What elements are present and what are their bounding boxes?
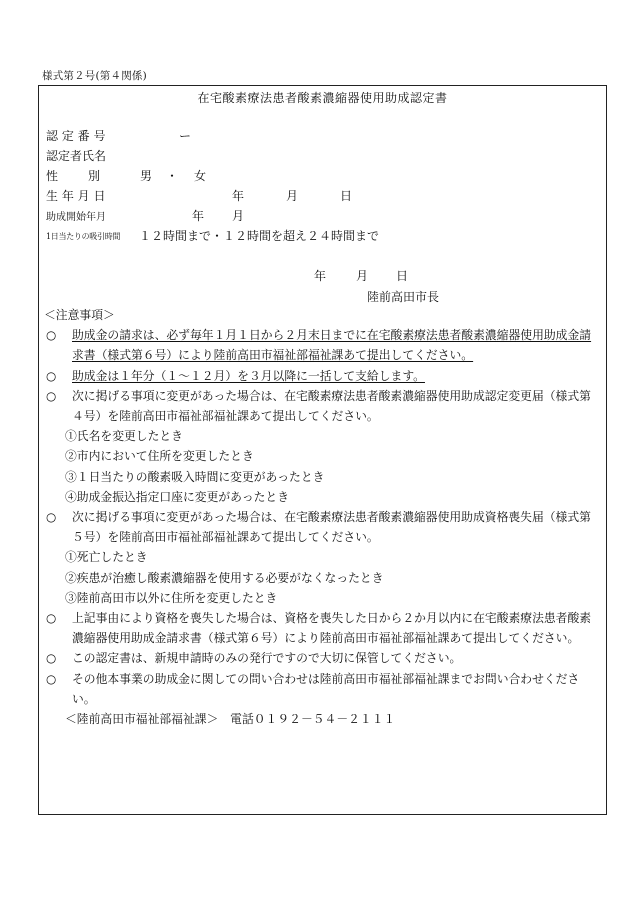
birth-day-unit: 日 [340, 189, 353, 203]
note-3-item-2: ②市内において住所を変更したとき [65, 449, 254, 464]
note-2-text: 助成金は１年分（１～１２月）を３月以降に一括して支給します。 [72, 368, 425, 383]
cert-number-value: ー [179, 129, 192, 143]
start-month-label: 助成開始年月 [46, 212, 106, 223]
gender-row [46, 167, 58, 184]
note-2 [46, 366, 598, 386]
cert-number-label: 認 定 番 号 [46, 129, 106, 143]
note-5 [46, 608, 598, 648]
bullet-mark: ○ [46, 671, 57, 686]
cert-number-row [46, 127, 105, 144]
note-3-item-3: ③１日当たりの酸素吸入時間に変更があったとき [65, 469, 325, 484]
birth-month-unit: 月 [286, 189, 299, 203]
note-3-item-4: ④助成金振込指定口座に変更があったとき [65, 489, 290, 504]
note-1 [46, 325, 598, 365]
recipient-name-label: 認定者氏名 [46, 149, 107, 163]
notes-section [46, 305, 598, 729]
note-4-item-2: ②疾患が治癒し酸素濃縮器を使用する必要がなくなったとき [65, 570, 384, 585]
issue-year-unit: 年 [314, 269, 327, 283]
note-7 [46, 669, 598, 709]
birth-year-unit: 年 [232, 189, 245, 203]
note-7-text: その他本事業の助成金に関しての問い合わせは陸前高田市福祉部福祉課までお問い合わせください。 [72, 671, 580, 706]
note-1-text: 助成金の請求は、必ず毎年１月１日から２月末日までに在宅酸素療法患者酸素濃縮器使用助成金請求書（様式第６号）により陸前高田市福祉部福祉課あて提出してください。 [72, 328, 592, 363]
gender-label-1: 性 [46, 169, 59, 183]
gender-separator: ・ [166, 169, 179, 183]
certificate-frame [38, 85, 607, 815]
form-code: 様式第２号(第４関係) [42, 70, 147, 82]
note-3-item-1: ①氏名を変更したとき [65, 429, 183, 444]
note-6-text: この認定書は、新規申請時のみの発行ですので大切に保管してください。 [72, 651, 462, 666]
note-3-text: 次に掲げる事項に変更があった場合は、在宅酸素療法患者酸素濃縮器使用助成認定変更届（様式第４号）を陸前高田市福祉部福祉課あて提出してください。 [72, 388, 591, 424]
issue-day-unit: 日 [396, 269, 409, 283]
note-4 [46, 507, 598, 547]
bullet-mark: ○ [46, 510, 57, 525]
start-month-row [46, 208, 106, 223]
note-4-text: 次に掲げる事項に変更があった場合は、在宅酸素療法患者酸素濃縮器使用助成資格喪失届（様式第５号）を陸前高田市福祉部福祉課あて提出してください。 [72, 510, 591, 545]
note-5-text: 上記事由により資格を喪失した場合は、資格を喪失した日から２か月以内に在宅酸素療法患者酸素濃縮器使用助成金請求書（様式第６号）により陸前高田市福祉部福祉課あて提出してください。 [72, 611, 592, 646]
note-3 [46, 386, 598, 426]
document-title: 在宅酸素療法患者酸素濃縮器使用助成認定書 [197, 91, 448, 105]
note-4-item-3: ③陸前高田市以外に住所を変更したとき [65, 590, 278, 605]
recipient-name-row [46, 147, 106, 164]
issue-month-unit: 月 [356, 269, 369, 283]
note-6 [46, 648, 598, 668]
daily-hours-value: １２時間まで・１２時間を超え２４時間まで [139, 229, 380, 243]
bullet-mark: ○ [46, 388, 57, 403]
note-4-item-1: ①死亡したとき [65, 550, 148, 565]
daily-hours-label: 1日当たりの吸引時間 [46, 232, 121, 241]
bullet-mark: ○ [46, 651, 57, 666]
gender-female: 女 [194, 169, 207, 183]
gender-male: 男 [140, 169, 153, 183]
start-month-unit: 月 [232, 209, 245, 223]
bullet-mark: ○ [46, 368, 57, 383]
bullet-mark: ○ [46, 328, 57, 343]
birth-date-row [46, 187, 105, 204]
notes-header: ＜注意事項＞ [44, 308, 115, 322]
issuer: 陸前高田市長 [367, 290, 440, 304]
birth-date-label: 生 年 月 日 [46, 189, 106, 203]
contact-line: ＜陸前高田市福祉部福祉課＞ 電話０１９２－５４－２１１１ [65, 712, 396, 727]
gender-label-2: 別 [88, 169, 101, 183]
start-year-unit: 年 [192, 209, 205, 223]
bullet-mark: ○ [46, 611, 57, 626]
daily-hours-row [46, 231, 120, 242]
